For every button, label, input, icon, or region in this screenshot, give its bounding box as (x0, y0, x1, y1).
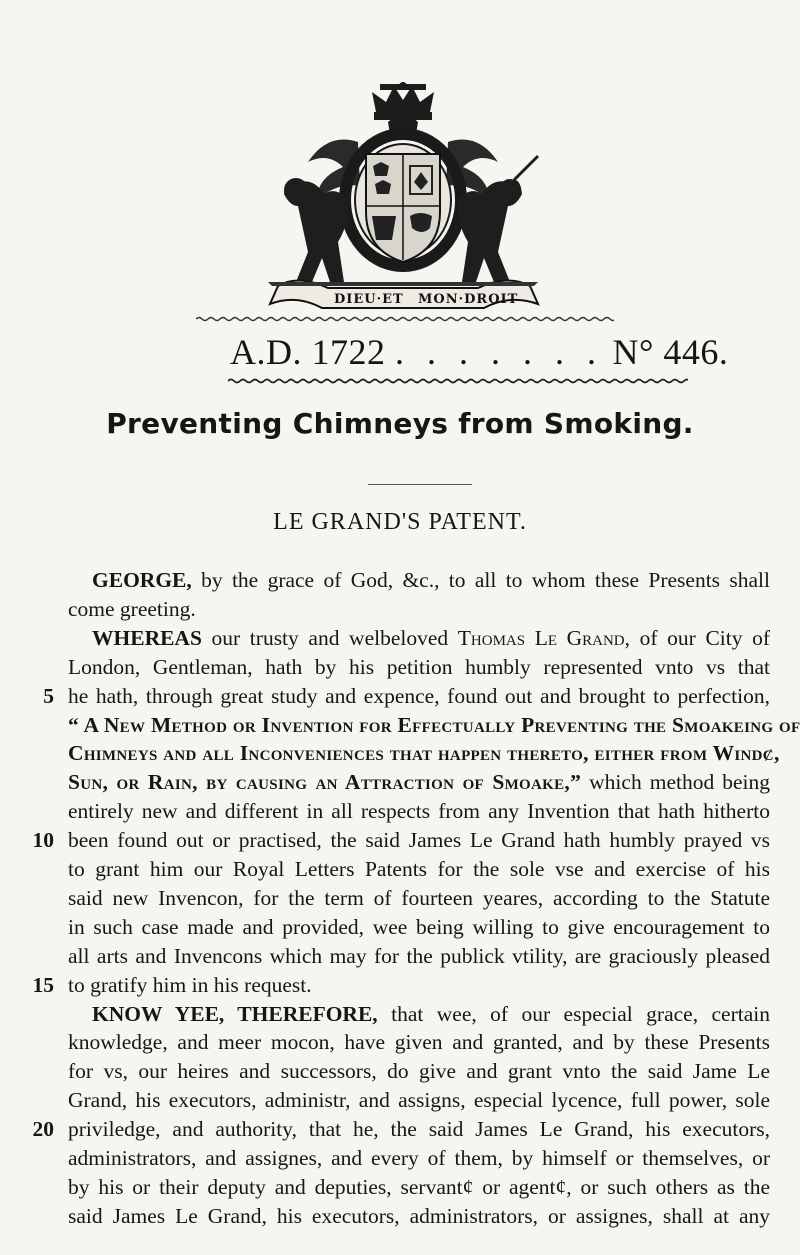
text-run: come greeting. (68, 596, 196, 621)
patent-year: A.D. 1722 (230, 332, 386, 372)
text-run: he hath, through great study and expence, found out and brought to perfection, (68, 683, 770, 708)
patent-number: N° 446. (612, 332, 729, 372)
line-number: 10 (32, 828, 54, 853)
text-run: our trusty and welbeloved (201, 625, 458, 650)
heading-dots: . . . . . . . (395, 332, 603, 372)
text-run: priviledge, and authority, that he, the said James Le Grand, his executors, (68, 1117, 770, 1142)
line-number: 15 (32, 972, 54, 997)
text-run: in such case made and provided, wee being willing to give encouragement to (68, 914, 770, 939)
text-line (68, 1199, 770, 1233)
document-title: Preventing Chimneys from Smoking. (106, 407, 694, 440)
text-run: all arts and Invencons which may for the publick vtility, are graciously pleased (68, 943, 770, 968)
text-run: KNOW YEE, THEREFORE, (92, 1001, 378, 1026)
patent-title: LE GRAND'S PATENT. (273, 509, 527, 535)
text-run: by his or their deputy and deputies, servantȼ or agentȼ, or such others as the (68, 1174, 770, 1199)
text-run: Chimneys and all Inconveniences that happen thereto, either from Windȼ, (68, 741, 780, 766)
line-number: 5 (43, 683, 54, 708)
text-run: by the grace of God, &c., to all to whom these Presents shall (191, 568, 770, 592)
text-run: WHEREAS (92, 625, 202, 650)
decorative-rule-bottom (228, 378, 800, 384)
svg-text:DIEU·ET: DIEU·ET (334, 292, 404, 307)
title-divider (368, 484, 472, 485)
decorative-rule-top (196, 316, 800, 322)
royal-coat-of-arms (238, 82, 568, 312)
text-run: entirely new and different in all respects from any Invention that hath hitherto (68, 799, 770, 824)
svg-text:MON·DROIT: MON·DROIT (418, 292, 519, 307)
text-run: administrators, and assignes, and every of them, by himself or themselves, or (68, 1146, 770, 1170)
text-run: said new Invencon, for the term of fourteen yeares, according to the Statute (68, 885, 770, 910)
text-run: Thomas Le Grand (457, 625, 625, 650)
text-run: that wee, of our especial grace, certain (377, 1001, 770, 1026)
line-number: 20 (32, 1117, 54, 1142)
text-run: Grand, his executors, administr, and assigns, especial lycence, full power, sole (68, 1088, 770, 1113)
text-run: GEORGE, (92, 568, 192, 592)
text-run: for vs, our heires and successors, do give and grant vnto the said Jame Le (68, 1059, 770, 1084)
text-run: to grant him our Royal Letters Patents for the sole vse and exercise of his (68, 857, 770, 881)
text-run: which method being (581, 770, 770, 795)
text-run: Sun, or Rain, by causing an Attraction of Smoake,” (68, 770, 582, 795)
text-run: “ A New Method or Invention for Effectually Preventing the Smoakeing of (68, 712, 800, 737)
text-run: been found out or practised, the said James Le Grand hath humbly prayed vs (68, 828, 770, 853)
text-run: knowledge, and meer mocon, have given and granted, and by these Presents (68, 1030, 770, 1055)
text-run: said James Le Grand, his executors, administrators, or assignes, shall at any (68, 1203, 770, 1228)
text-run: to gratify him in his request. (68, 972, 312, 997)
document-heading (230, 331, 729, 373)
text-run: , of our City of (624, 625, 771, 650)
text-run: London, Gentleman, hath by his petition humbly represented vnto vs that (68, 654, 770, 679)
